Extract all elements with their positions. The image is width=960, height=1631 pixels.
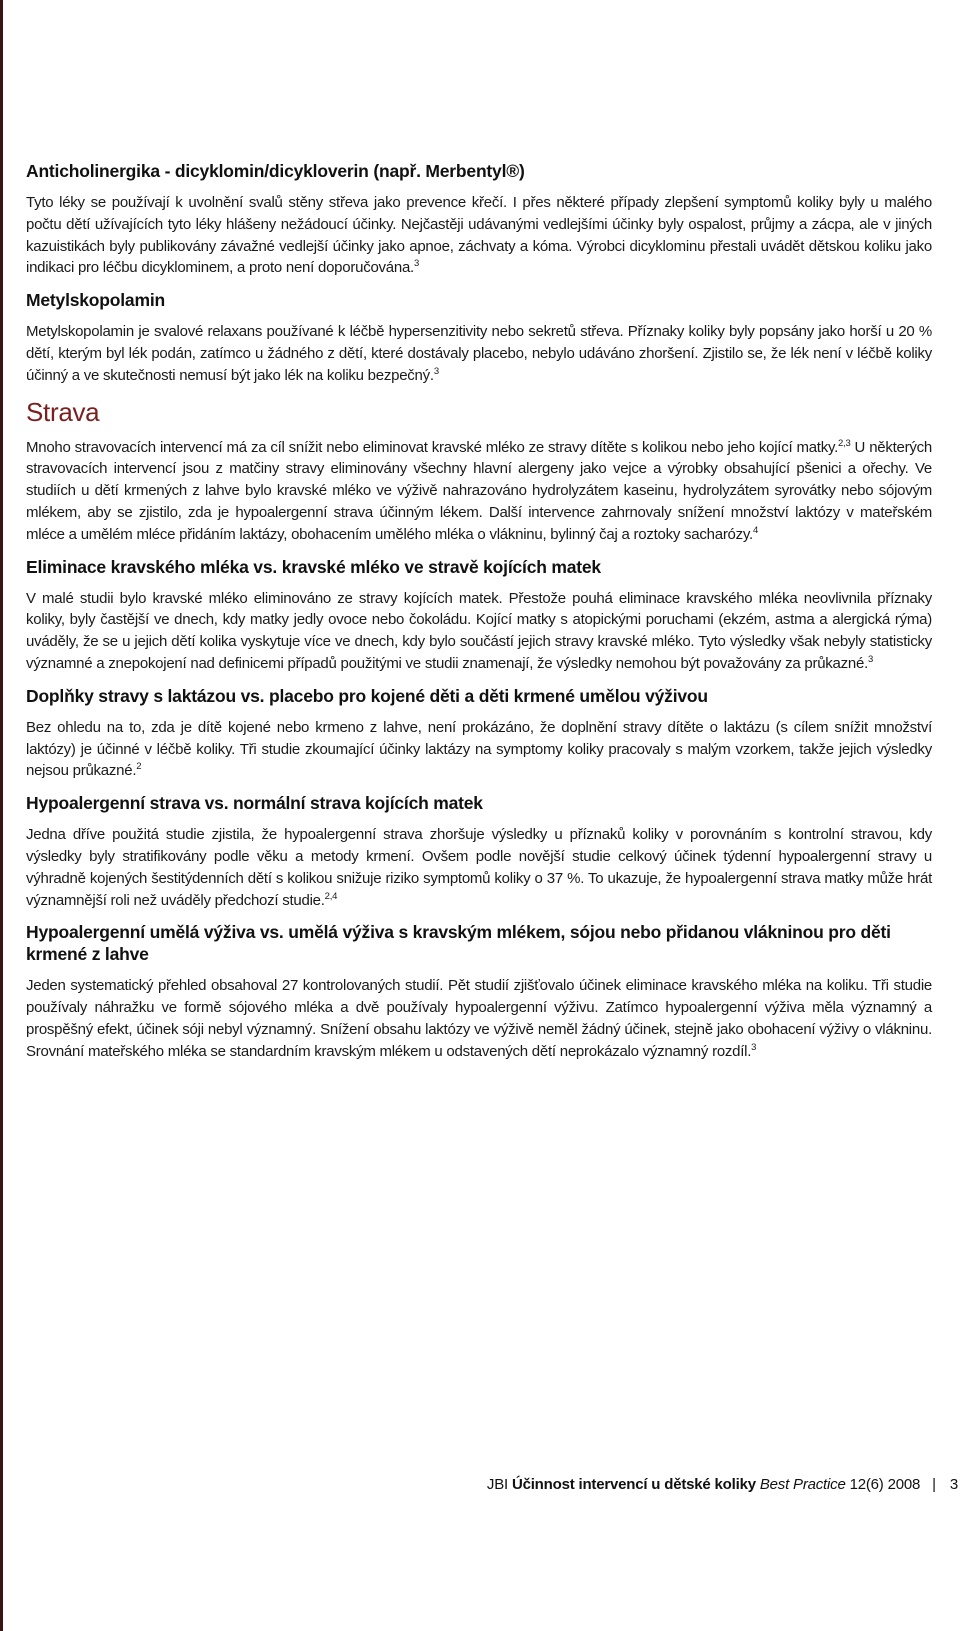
paragraph-text: Jeden systematický přehled obsahoval 27 kontrolovaných studií. Pět studií zjišťovalo účinek eliminace kravského mléka na koliku. Tři studie používaly náhražku ve formě sójového mléka a dvě používaly hypoalergenní výživu. Zatímco hypoalergenní výživa měla významný a prospěšný efekt, účinek sóji nebyl významný. Snížení obsahu laktózy ve výživě neměl žádný účinek, stejně jako obohacení výživy o vlákninu. Srovnání mateřského mléka se standardním kravským mlékem u odstavených dětí neprokázalo významný rozdíl. — [26, 977, 932, 1060]
paragraph-text: Mnoho stravovacích intervencí má za cíl snížit nebo eliminovat kravské mléko ze stravy dítěte s kolikou nebo jeho kojící matky. — [26, 438, 839, 456]
paragraph-text: Jedna dříve použitá studie zjistila, že hypoalergenní strava zhoršuje výsledky u příznaků koliky v porovnáním s kontrolní stravou, kdy výsledky byly stratifikovány podle věku a metody krmení. Ovšem podle novější studie celkový účinek týdenní hypoalergenní stravy u výhradně kojených šestitýdenních dětí s kolikou snižuje riziko symptomů koliky o 37 %. To ukazuje, že hypoalergenní strava matky může hrát významnější roli než uváděly předchozí studie. — [26, 826, 932, 909]
page-number: 3 — [949, 1476, 958, 1493]
footer-issue: 12(6) 2008 — [849, 1476, 921, 1493]
reference-superscript: 3 — [413, 258, 420, 270]
document-body — [26, 160, 932, 1073]
paragraph-methylscopolamine — [26, 321, 932, 386]
reference-superscript: 4 — [752, 524, 759, 536]
paragraph-hypoallergenic-maternal-diet — [26, 824, 932, 911]
paragraph-hypoallergenic-formula — [26, 975, 932, 1062]
heading-hypoallergenic-maternal-diet: Hypoalergenní strava vs. normální strava kojících matek — [26, 793, 483, 814]
footer-separator: | — [932, 1476, 936, 1493]
footer-org: JBI — [486, 1476, 508, 1493]
reference-superscript: 2 — [136, 761, 142, 773]
paragraph-text: Bez ohledu na to, zda je dítě kojené nebo krmeno z lahve, není prokázáno, že doplnění stravy dítěte o laktázu (s cílem snížit množství laktózy) je účinné v léčbě koliky. Tři studie zkoumající účinky laktázy na symptomy koliky pracovaly s malým vzorkem, takže jejich výsledky nejsou průkazné. — [26, 718, 932, 780]
paragraph-diet — [26, 437, 932, 546]
section-title-diet: Strava — [26, 396, 100, 427]
heading-cow-milk-elimination: Eliminace kravského mléka vs. kravské mléko ve stravě kojících matek — [26, 556, 601, 577]
left-edge-rule — [0, 0, 3, 1631]
reference-superscript: 3 — [868, 653, 874, 665]
paragraph-text: Tyto léky se používají k uvolnění svalů stěny střeva jako prevence křečí. I přes některé případy zlepšení symptomů koliky byly u malého počtu dětí užívajících tyto léky hlášeny nežádoucí účinky. Nejčastěji udávanými vedlejšími účinky byly ospalost, průjmy a zácpa, ale v jiných kazuistikách byly publikovány závažné vedlejší účinky jako apnoe, záchvaty a kóma. Výrobci dicyklominu přestali uvádět dětskou koliku jako indikaci pro léčbu dicyklominem, a proto není doporučována. — [26, 194, 932, 277]
footer-series: Best Practice — [759, 1476, 846, 1493]
reference-superscript: 2,4 — [324, 890, 338, 902]
paragraph-text: V malé studii bylo kravské mléko eliminováno ze stravy kojících matek. Přestože pouhá eliminace kravského mléka neovlivnila příznaky koliky, byly častější ve dnech, kdy matky jedly ovoce nebo čokoládu. Kojící matky s atopickými poruchami (ekzém, astma a alergická rýma) uváděly, že se u jejich dětí kolika vyskytuje více ve dnech, kdy bylo součástí jejich stravy kravské mléko. Tyto výsledky však nebyly statisticky významné a znepokojení nad definicemi případů použitými ve studii znamenají, že výsledky nemohou být považovány za průkazné. — [26, 589, 932, 672]
paragraph-lactase-supplements — [26, 717, 932, 782]
heading-lactase-supplements: Doplňky stravy s laktázou vs. placebo pro kojené děti a děti krmené umělou výživou — [26, 685, 708, 706]
reference-superscript: 3 — [433, 365, 439, 377]
heading-hypoallergenic-formula: Hypoalergenní umělá výživa vs. umělá výživa s kravským mlékem, sójou nebo přidanou vlákninou pro děti krmené z lahve — [26, 922, 891, 965]
reference-superscript: 2,3 — [838, 437, 851, 449]
paragraph-cow-milk-elimination — [26, 588, 932, 675]
paragraph-text: Metylskopolamin je svalové relaxans používané k léčbě hypersenzitivity nebo sekretů střeva. Příznaky koliky byly popsány jako horší u 20 % dětí, kterým byl lék podán, zatímco u žádného z dětí, které dostávaly placebo, nebylo udáváno zhoršení. Zjistilo se, že lék není v léčbě koliky účinný a ve skutečnosti nemusí být jako lék na koliku bezpečný. — [26, 323, 932, 384]
page-footer — [487, 1476, 958, 1493]
heading-anticholinergics: Anticholinergika - dicyklomin/dicykloverin (např. Merbentyl®) — [26, 161, 525, 181]
heading-methylscopolamine: Metylskopolamin — [26, 290, 165, 311]
footer-title: Účinnost intervencí u dětské koliky — [511, 1476, 756, 1493]
reference-superscript: 3 — [751, 1041, 757, 1053]
paragraph-anticholinergics — [26, 192, 932, 279]
paragraph-text: U některých stravovacích intervencí jsou z matčiny stravy eliminovány všechny hlavní alergeny jako vejce a výrobky obsahující pšenici a ořechy. Ve studiích u dětí krmených z lahve bylo kravské mléko ve výživě nahrazováno hydrolyzátem kaseinu, hydrolyzátem syrovátky nebo sójovým mlékem, aby se zjistilo, zda je hypoalergenní strava účinným lékem. Další intervence zahrnovaly snížení množství laktózy v mateřském mléce a umělém mléce přidáním laktázy, obohacením umělého mléka o vlákninu, bylinný čaj a roztoky sacharózy. — [26, 438, 932, 543]
